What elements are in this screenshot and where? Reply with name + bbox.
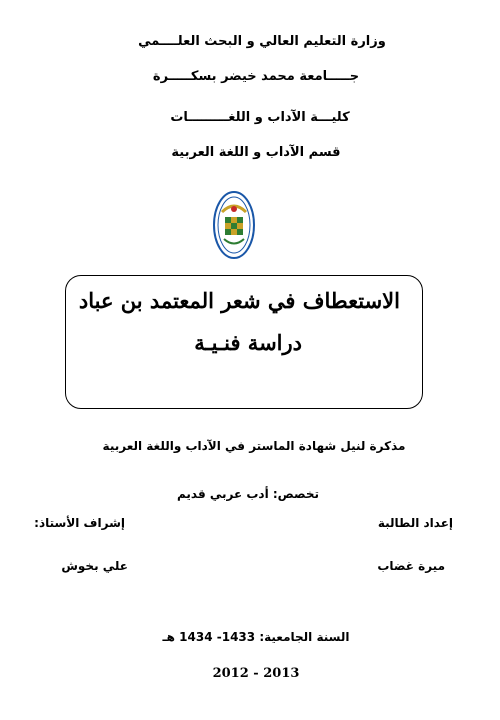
- memo-statement: مذكرة لنيل شهادة الماستر في الآداب واللغة العربية: [102, 439, 406, 453]
- supervised-by-label: إشراف الأستاذ:: [34, 516, 125, 530]
- academic-year-gregorian: 2012 - 2013: [212, 666, 300, 681]
- academic-year-hijri: السنة الجامعية: 1433- 1434 هـ: [162, 630, 350, 644]
- university-seal-icon: [212, 190, 256, 260]
- supervisor-name: علي بخوش: [61, 559, 128, 573]
- student-name: ميرة غضاب: [377, 559, 445, 573]
- prepared-by-label: إعداد الطالبة: [377, 516, 453, 530]
- ministry-heading: وزارة التعليم العالي و البحث العلــــمي: [138, 34, 386, 49]
- title-box: [65, 275, 423, 409]
- faculty-heading: كليـــة الآداب و اللغـــــــــات: [170, 110, 350, 125]
- thesis-subtitle: دراسة فنـيـة: [194, 330, 302, 355]
- thesis-title: الاستعطاف في شعر المعتمد بن عباد: [78, 288, 400, 313]
- specialization: تخصص: أدب عربي قديم: [176, 487, 320, 501]
- university-heading: جـــــامعة محمد خيضر بسكـــــرة: [152, 69, 360, 84]
- department-heading: قسم الآداب و اللغة العربية: [171, 145, 341, 160]
